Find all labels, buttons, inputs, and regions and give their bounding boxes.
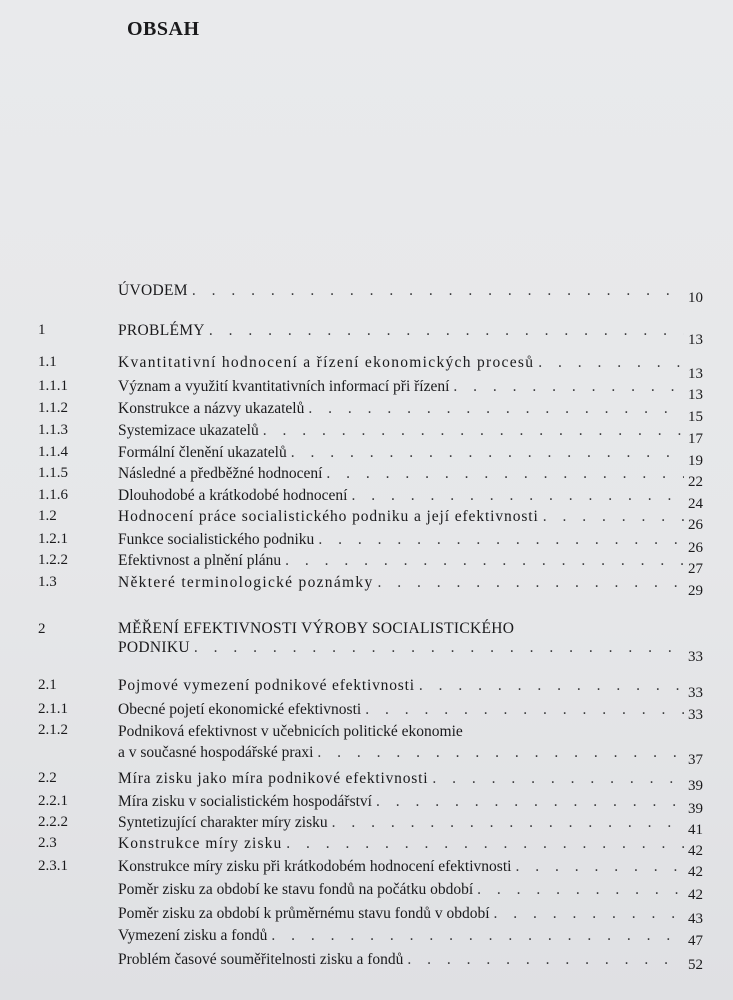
toc-leader-dots [453,378,684,396]
toc-page-number: 42 [688,843,703,859]
toc-number: 1.1.5 [38,465,68,481]
toc-leader-dots [378,574,685,592]
toc-page-number: 33 [688,707,703,723]
toc-number: 1.1.2 [38,400,68,416]
toc-leader-dots [538,354,684,372]
toc-number: 1.2 [38,508,57,524]
toc-leader-dots [515,858,684,876]
toc-page-number: 41 [688,822,703,838]
toc-title: Následné a předběžné hodnocení [118,465,323,482]
toc-title: Poměr zisku za období k průměrnému stavu fondů v období [118,905,490,922]
toc-leader-dots [376,793,684,811]
toc-title: Funkce socialistického podniku [118,531,315,548]
toc-number: 2.2.1 [38,793,68,809]
toc-page-number: 29 [688,583,703,599]
toc-page-number: 26 [688,517,703,533]
toc-title: Míra zisku v socialistickém hospodářství [118,793,372,810]
toc-leader-dots [543,508,684,526]
toc-number: 1.1.4 [38,444,68,460]
toc-title: Konstrukce míry zisku při krátkodobém hodnocení efektivnosti [118,858,512,875]
toc-title: Obecné pojetí ekonomické efektivnosti [118,701,362,718]
toc-leader-dots [263,422,684,440]
toc-title: Pojmové vymezení podnikové efektivnosti [118,677,415,694]
toc-number: 1.2.1 [38,531,68,547]
toc-title: Syntetizující charakter míry zisku [118,814,328,831]
toc-leader-dots [419,677,684,695]
toc-title: Význam a využití kvantitativních informací při řízení [118,378,450,395]
toc-page-number: 13 [688,387,703,403]
toc-page-number: 27 [688,561,703,577]
toc-title: Problém časové souměřitelnosti zisku a fondů [118,951,404,968]
toc-leader-dots [432,770,684,788]
toc-leader-dots [286,835,684,853]
toc-page-number: 24 [688,496,703,512]
toc-title: Formální členění ukazatelů [118,444,287,461]
toc-page-number: 13 [688,332,703,348]
toc-title: Konstrukce a názvy ukazatelů [118,400,305,417]
toc-title: Efektivnost a plnění plánu [118,552,282,569]
toc-number: 2.3.1 [38,858,68,874]
toc-title: Poměr zisku za období ke stavu fondů na počátku období [118,881,474,898]
toc-number: 1.2.2 [38,552,68,568]
toc-leader-dots [308,400,684,418]
toc-page-number: 42 [688,864,703,880]
toc-page-number: 15 [688,409,703,425]
toc-leader-dots [291,444,684,462]
toc-leader-dots [271,927,684,945]
toc-title: Některé terminologické poznámky [118,574,374,591]
toc-title-line1: MĚŘENÍ EFEKTIVNOSTI VÝROBY SOCIALISTICKÉHO [118,620,515,637]
toc-leader-dots [326,465,684,483]
toc-leader-dots [318,531,684,549]
toc-page-number: 52 [688,957,703,973]
toc-title: Míra zisku jako míra podnikové efektivnosti [118,770,429,787]
toc-title: Hodnocení práce socialistického podniku a její efektivnosti [118,508,539,525]
toc-number: 2.1 [38,677,57,693]
toc-page-number: 37 [688,752,703,768]
toc-title: Konstrukce míry zisku [118,835,283,852]
toc-number: 1.1.3 [38,422,68,438]
toc-leader-dots [477,881,684,899]
toc-page-number: 19 [688,453,703,469]
toc-leader-dots [209,322,684,340]
toc-leader-dots [285,552,684,570]
toc-title: ÚVODEM [118,282,188,299]
toc-title: Dlouhodobé a krátkodobé hodnocení [118,487,348,504]
toc-leader-dots [365,701,684,719]
toc-number: 2.3 [38,835,57,851]
toc-number: 1.1 [38,354,57,370]
toc-page-number: 22 [688,474,703,490]
toc-leader-dots [351,487,684,505]
toc-page-number: 17 [688,431,703,447]
toc-number: 1.1.6 [38,487,68,503]
toc-title: a v současné hospodářské praxi [118,744,314,761]
toc-title: PODNIKU [118,639,190,656]
toc-title: Systemizace ukazatelů [118,422,259,439]
toc-number: 2.1.2 [38,722,68,738]
toc-page-number: 10 [688,290,703,306]
toc-number: 2.2.2 [38,814,68,830]
toc-title: PROBLÉMY [118,322,205,339]
toc-title: Kvantitativní hodnocení a řízení ekonomických procesů [118,354,535,371]
toc-leader-dots [192,282,684,300]
toc-page-number: 13 [688,366,703,382]
toc-page-number: 39 [688,801,703,817]
toc-page-number: 42 [688,887,703,903]
toc-page-number: 33 [688,685,703,701]
page-title: OBSAH [127,18,200,40]
toc-number: 1.1.1 [38,378,68,394]
toc-number: 1.3 [38,574,57,590]
toc-page-number: 43 [688,911,703,927]
toc-leader-dots [407,951,684,969]
toc-leader-dots [494,905,684,923]
toc-number: 2 [38,621,46,637]
toc-title: Vymezení zisku a fondů [118,927,268,944]
toc-leader-dots [317,744,684,762]
toc-number: 2.1.1 [38,701,68,717]
toc-page-number: 39 [688,778,703,794]
toc-number: 1 [38,322,46,338]
toc-leader-dots [194,639,684,657]
toc-leader-dots [332,814,684,832]
toc-page-number: 33 [688,649,703,665]
toc-title-line1: Podniková efektivnost v učebnicích politické ekonomie [118,723,463,740]
toc-page-number: 47 [688,933,703,949]
toc-number: 2.2 [38,770,57,786]
toc-page-number: 26 [688,540,703,556]
